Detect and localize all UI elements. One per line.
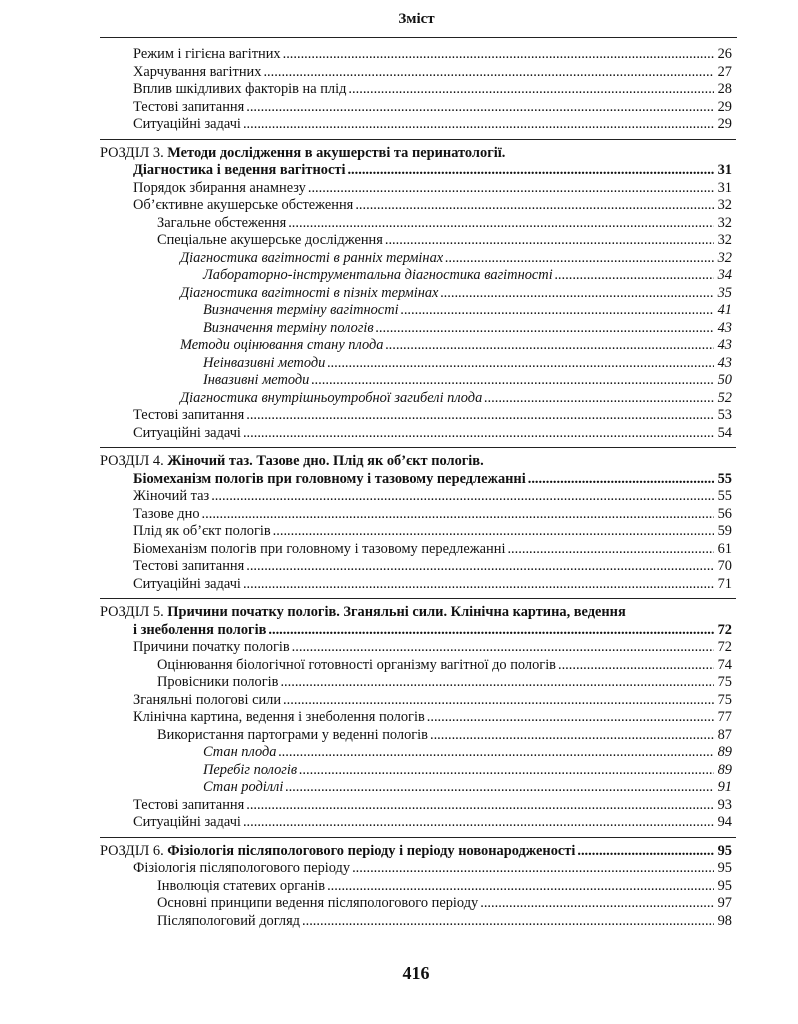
dot-leader (355, 197, 714, 215)
toc-entry (100, 302, 732, 320)
toc-entry-page: 75 (717, 674, 732, 690)
toc-entry-title: Ситуаційні задачі (133, 814, 241, 830)
toc-entry-page: 89 (717, 761, 732, 778)
toc-entry (100, 576, 732, 594)
dot-leader (558, 657, 714, 675)
dot-leader (507, 541, 714, 559)
chapter-label: РОЗДІЛ 4. (100, 453, 164, 469)
dot-leader (273, 523, 714, 541)
dot-leader (385, 232, 714, 250)
dot-leader (288, 215, 714, 233)
chapter-title-continued (100, 162, 732, 180)
toc-entry-page: 32 (717, 214, 732, 231)
dot-leader (292, 639, 714, 657)
toc-entry-title: Методи оцінювання стану плода (180, 337, 384, 353)
toc-entry (100, 425, 732, 443)
toc-entry-page: 93 (717, 796, 732, 813)
toc-entry-page: 56 (717, 505, 732, 522)
toc-entry-title: Діагностика вагітності в ранніх термінах (180, 249, 444, 266)
dot-leader (243, 116, 714, 134)
dot-leader (445, 250, 714, 268)
toc-entry (100, 180, 732, 198)
toc-entry-page: 50 (717, 372, 732, 388)
dot-leader (283, 46, 714, 64)
dot-leader (401, 302, 714, 320)
toc-entry (100, 267, 732, 285)
toc-entry-page: 32 (717, 249, 732, 266)
header-rule (100, 37, 737, 38)
toc-entry (100, 814, 732, 832)
toc-entry-page: 34 (717, 267, 732, 283)
toc-entry-title: Тестові запитання (133, 558, 245, 574)
toc-entry-page: 55 (717, 488, 732, 504)
toc-entry-title: Клінічна картина, ведення і знеболення пологів (133, 709, 425, 725)
dot-leader (283, 692, 714, 710)
toc-entry-page: 41 (717, 302, 732, 318)
toc-entry (100, 64, 732, 82)
toc-entry-page: 94 (717, 814, 732, 830)
toc-entry-page: 26 (717, 46, 732, 62)
toc-entry-title: Ситуаційні задачі (133, 575, 241, 592)
toc-entry (100, 860, 732, 878)
dot-leader (278, 744, 714, 762)
toc-entry-title: Загальне обстеження (157, 214, 287, 231)
dot-leader (348, 81, 714, 99)
toc-entry-page: 95 (717, 877, 732, 894)
toc-entry-page: 77 (717, 709, 732, 725)
toc-entry-title: Ситуаційні задачі (133, 424, 241, 441)
toc-entry-page: 29 (717, 98, 732, 115)
dot-leader (263, 64, 714, 82)
dot-leader (308, 180, 714, 198)
running-header: Зміст (398, 11, 435, 27)
toc-entry (100, 81, 732, 99)
chapter-page: 55 (717, 470, 732, 487)
dot-leader (385, 337, 714, 355)
toc-entry-title: Спеціальне акушерське дослідження (157, 232, 383, 248)
toc-entry (100, 407, 732, 425)
dot-leader (327, 355, 714, 373)
dot-leader (243, 425, 714, 443)
toc-entry-title: Визначення терміну вагітності (203, 302, 399, 318)
toc-entry (100, 250, 732, 268)
toc-entry (100, 488, 732, 506)
toc-entry-title: Провісники пологів (157, 674, 279, 690)
dot-leader (528, 471, 714, 489)
toc-entry-page: 32 (717, 232, 732, 248)
toc-entry-title: Використання партограми у веденні пологів (157, 726, 428, 743)
toc-entry-page: 31 (717, 179, 732, 196)
toc-entry (100, 878, 732, 896)
dot-leader (302, 913, 714, 931)
toc-entry (100, 116, 732, 134)
toc-entry (100, 541, 732, 559)
dot-leader (299, 762, 714, 780)
chapter-heading (100, 453, 732, 488)
dot-leader (347, 162, 714, 180)
dot-leader (268, 622, 714, 640)
dot-leader (246, 797, 714, 815)
chapter-page: 95 (717, 842, 732, 859)
toc-entry-title: Режим і гігієна вагітних (133, 46, 281, 62)
chapter-heading (100, 604, 732, 639)
toc-entry-title: Харчування вагітних (133, 63, 262, 80)
dot-leader (430, 727, 714, 745)
toc-entry (100, 232, 732, 250)
chapter-title: Фізіологія післяпологового періоду і періоду новонародженості (167, 842, 576, 859)
chapter-label: РОЗДІЛ 3. (100, 144, 164, 161)
toc-entry (100, 285, 732, 303)
toc-entry-title: Стан плода (203, 744, 277, 760)
toc-entry-page: 27 (717, 63, 732, 80)
toc-entry (100, 506, 732, 524)
dot-leader (484, 390, 714, 408)
chapter-label: РОЗДІЛ 5. (100, 604, 164, 620)
dot-leader (427, 709, 714, 727)
chapter-title-line2: і знеболення пологів (133, 621, 267, 638)
dot-leader (440, 285, 714, 303)
toc-entry (100, 197, 732, 215)
toc-entry-title: Вплив шкідливих факторів на плід (133, 81, 347, 97)
toc-entry-page: 43 (717, 354, 732, 371)
toc-entry-page: 98 (717, 912, 732, 929)
chapter-title-continued (100, 622, 732, 640)
toc-entry-page: 70 (717, 558, 732, 574)
toc-entry-page: 91 (717, 779, 732, 795)
dot-leader (376, 320, 714, 338)
toc-entry (100, 639, 732, 657)
toc-entry-title: Оцінювання біологічної готовності організму вагітної до пологів (157, 656, 556, 673)
toc-entry-title: Плід як об’єкт пологів (133, 523, 271, 539)
chapter-title-continued (100, 471, 732, 489)
toc-entry (100, 762, 732, 780)
toc-entry-page: 74 (717, 656, 732, 673)
toc-entry-title: Ситуаційні задачі (133, 116, 241, 132)
toc-entry (100, 895, 732, 913)
toc-entry (100, 523, 732, 541)
toc-entry-page: 89 (717, 744, 732, 760)
dot-leader (246, 558, 714, 576)
toc-entry-title: Визначення терміну пологів (203, 319, 374, 336)
dot-leader (352, 860, 714, 878)
dot-leader (280, 674, 714, 692)
toc-entry-title: Тестові запитання (133, 98, 245, 115)
dot-leader (243, 576, 714, 594)
toc-entry (100, 337, 732, 355)
toc-entry-page: 52 (717, 389, 732, 406)
toc-entry (100, 355, 732, 373)
chapter-page: 72 (717, 621, 732, 638)
toc-entry-title: Перебіг пологів (203, 761, 298, 778)
toc-entry-page: 43 (717, 319, 732, 336)
toc-entry-title: Стан роділлі (203, 779, 284, 795)
dot-leader (327, 878, 714, 896)
toc-entry (100, 779, 732, 797)
toc-entry (100, 46, 732, 64)
dot-leader (577, 843, 714, 861)
toc-entry-page: 72 (717, 639, 732, 655)
chapter-label: РОЗДІЛ 6. (100, 842, 164, 859)
dot-leader (555, 267, 714, 285)
toc-entry-title: Інволюція статевих органів (157, 877, 326, 894)
dot-leader (311, 372, 714, 390)
toc-entry (100, 692, 732, 710)
toc-entry-title: Тестові запитання (133, 796, 245, 813)
chapter-title-line2: Біомеханізм пологів при головному і тазовому передлежанні (133, 470, 526, 487)
chapter-page: 31 (717, 162, 732, 178)
chapter-heading (100, 843, 732, 861)
page-number: 416 (402, 963, 430, 983)
toc-entry-page: 61 (717, 540, 732, 557)
toc-entry (100, 709, 732, 727)
toc-entry-title: Лабораторно-інструментальна діагностика вагітності (203, 267, 553, 283)
toc-entry-title: Діагностика внутрішньоутробної загибелі плода (180, 389, 483, 406)
toc-entry-page: 75 (717, 691, 732, 708)
toc-entry-title: Основні принципи ведення післяпологового періоду (157, 895, 479, 911)
dot-leader (285, 779, 714, 797)
toc-entry (100, 99, 732, 117)
toc-entry-page: 53 (717, 407, 732, 423)
dot-leader (243, 814, 714, 832)
toc-entry-title: Тестові запитання (133, 407, 245, 423)
toc-entry-title: Неінвазивні методи (203, 354, 326, 371)
toc-entry-page: 35 (717, 284, 732, 301)
toc-entry-title: Об’єктивне акушерське обстеження (133, 197, 354, 213)
dot-leader (202, 506, 714, 524)
dot-leader (211, 488, 714, 506)
chapter-heading (100, 145, 732, 180)
dot-leader (246, 407, 714, 425)
table-of-contents (100, 46, 732, 930)
toc-entry-title: Діагностика вагітності в пізніх термінах (180, 284, 439, 301)
toc-entry (100, 727, 732, 745)
toc-entry-page: 59 (717, 523, 732, 539)
toc-entry-title: Інвазивні методи (203, 372, 310, 388)
toc-entry-page: 97 (717, 895, 732, 911)
toc-entry-title: Жіночий таз (133, 488, 210, 504)
toc-entry-page: 43 (717, 337, 732, 353)
toc-entry (100, 674, 732, 692)
toc-entry-page: 32 (717, 197, 732, 213)
dot-leader (480, 895, 714, 913)
toc-entry (100, 558, 732, 576)
toc-entry-title: Біомеханізм пологів при головному і тазовому передлежанні (133, 540, 506, 557)
toc-entry-title: Причини початку пологів (133, 639, 290, 655)
toc-entry-title: Фізіологія післяпологового періоду (133, 860, 351, 876)
toc-entry (100, 913, 732, 931)
toc-entry (100, 372, 732, 390)
toc-entry-title: Порядок збирання анамнезу (133, 179, 306, 196)
toc-entry-page: 29 (717, 116, 732, 132)
dot-leader (246, 99, 714, 117)
toc-entry (100, 657, 732, 675)
chapter-title: Причини початку пологів. Зганяльні сили. Клінічна картина, ведення (167, 604, 626, 620)
toc-entry-page: 87 (717, 726, 732, 743)
toc-entry (100, 744, 732, 762)
chapter-title-line2: Діагностика і ведення вагітності (133, 162, 346, 178)
toc-entry-page: 54 (717, 424, 732, 441)
chapter-title: Методи дослідження в акушерстві та перинатології. (167, 144, 506, 161)
chapter-title: Жіночий таз. Тазове дно. Плід як об’єкт пологів. (167, 453, 484, 469)
toc-entry-page: 28 (717, 81, 732, 97)
toc-entry (100, 320, 732, 338)
toc-entry-title: Тазове дно (133, 505, 200, 522)
toc-entry-title: Зганяльні пологові сили (133, 691, 282, 708)
toc-entry-title: Післяпологовий догляд (157, 912, 301, 929)
toc-entry (100, 215, 732, 233)
toc-entry-page: 71 (717, 575, 732, 592)
toc-entry (100, 390, 732, 408)
toc-entry-page: 95 (717, 860, 732, 876)
toc-entry (100, 797, 732, 815)
